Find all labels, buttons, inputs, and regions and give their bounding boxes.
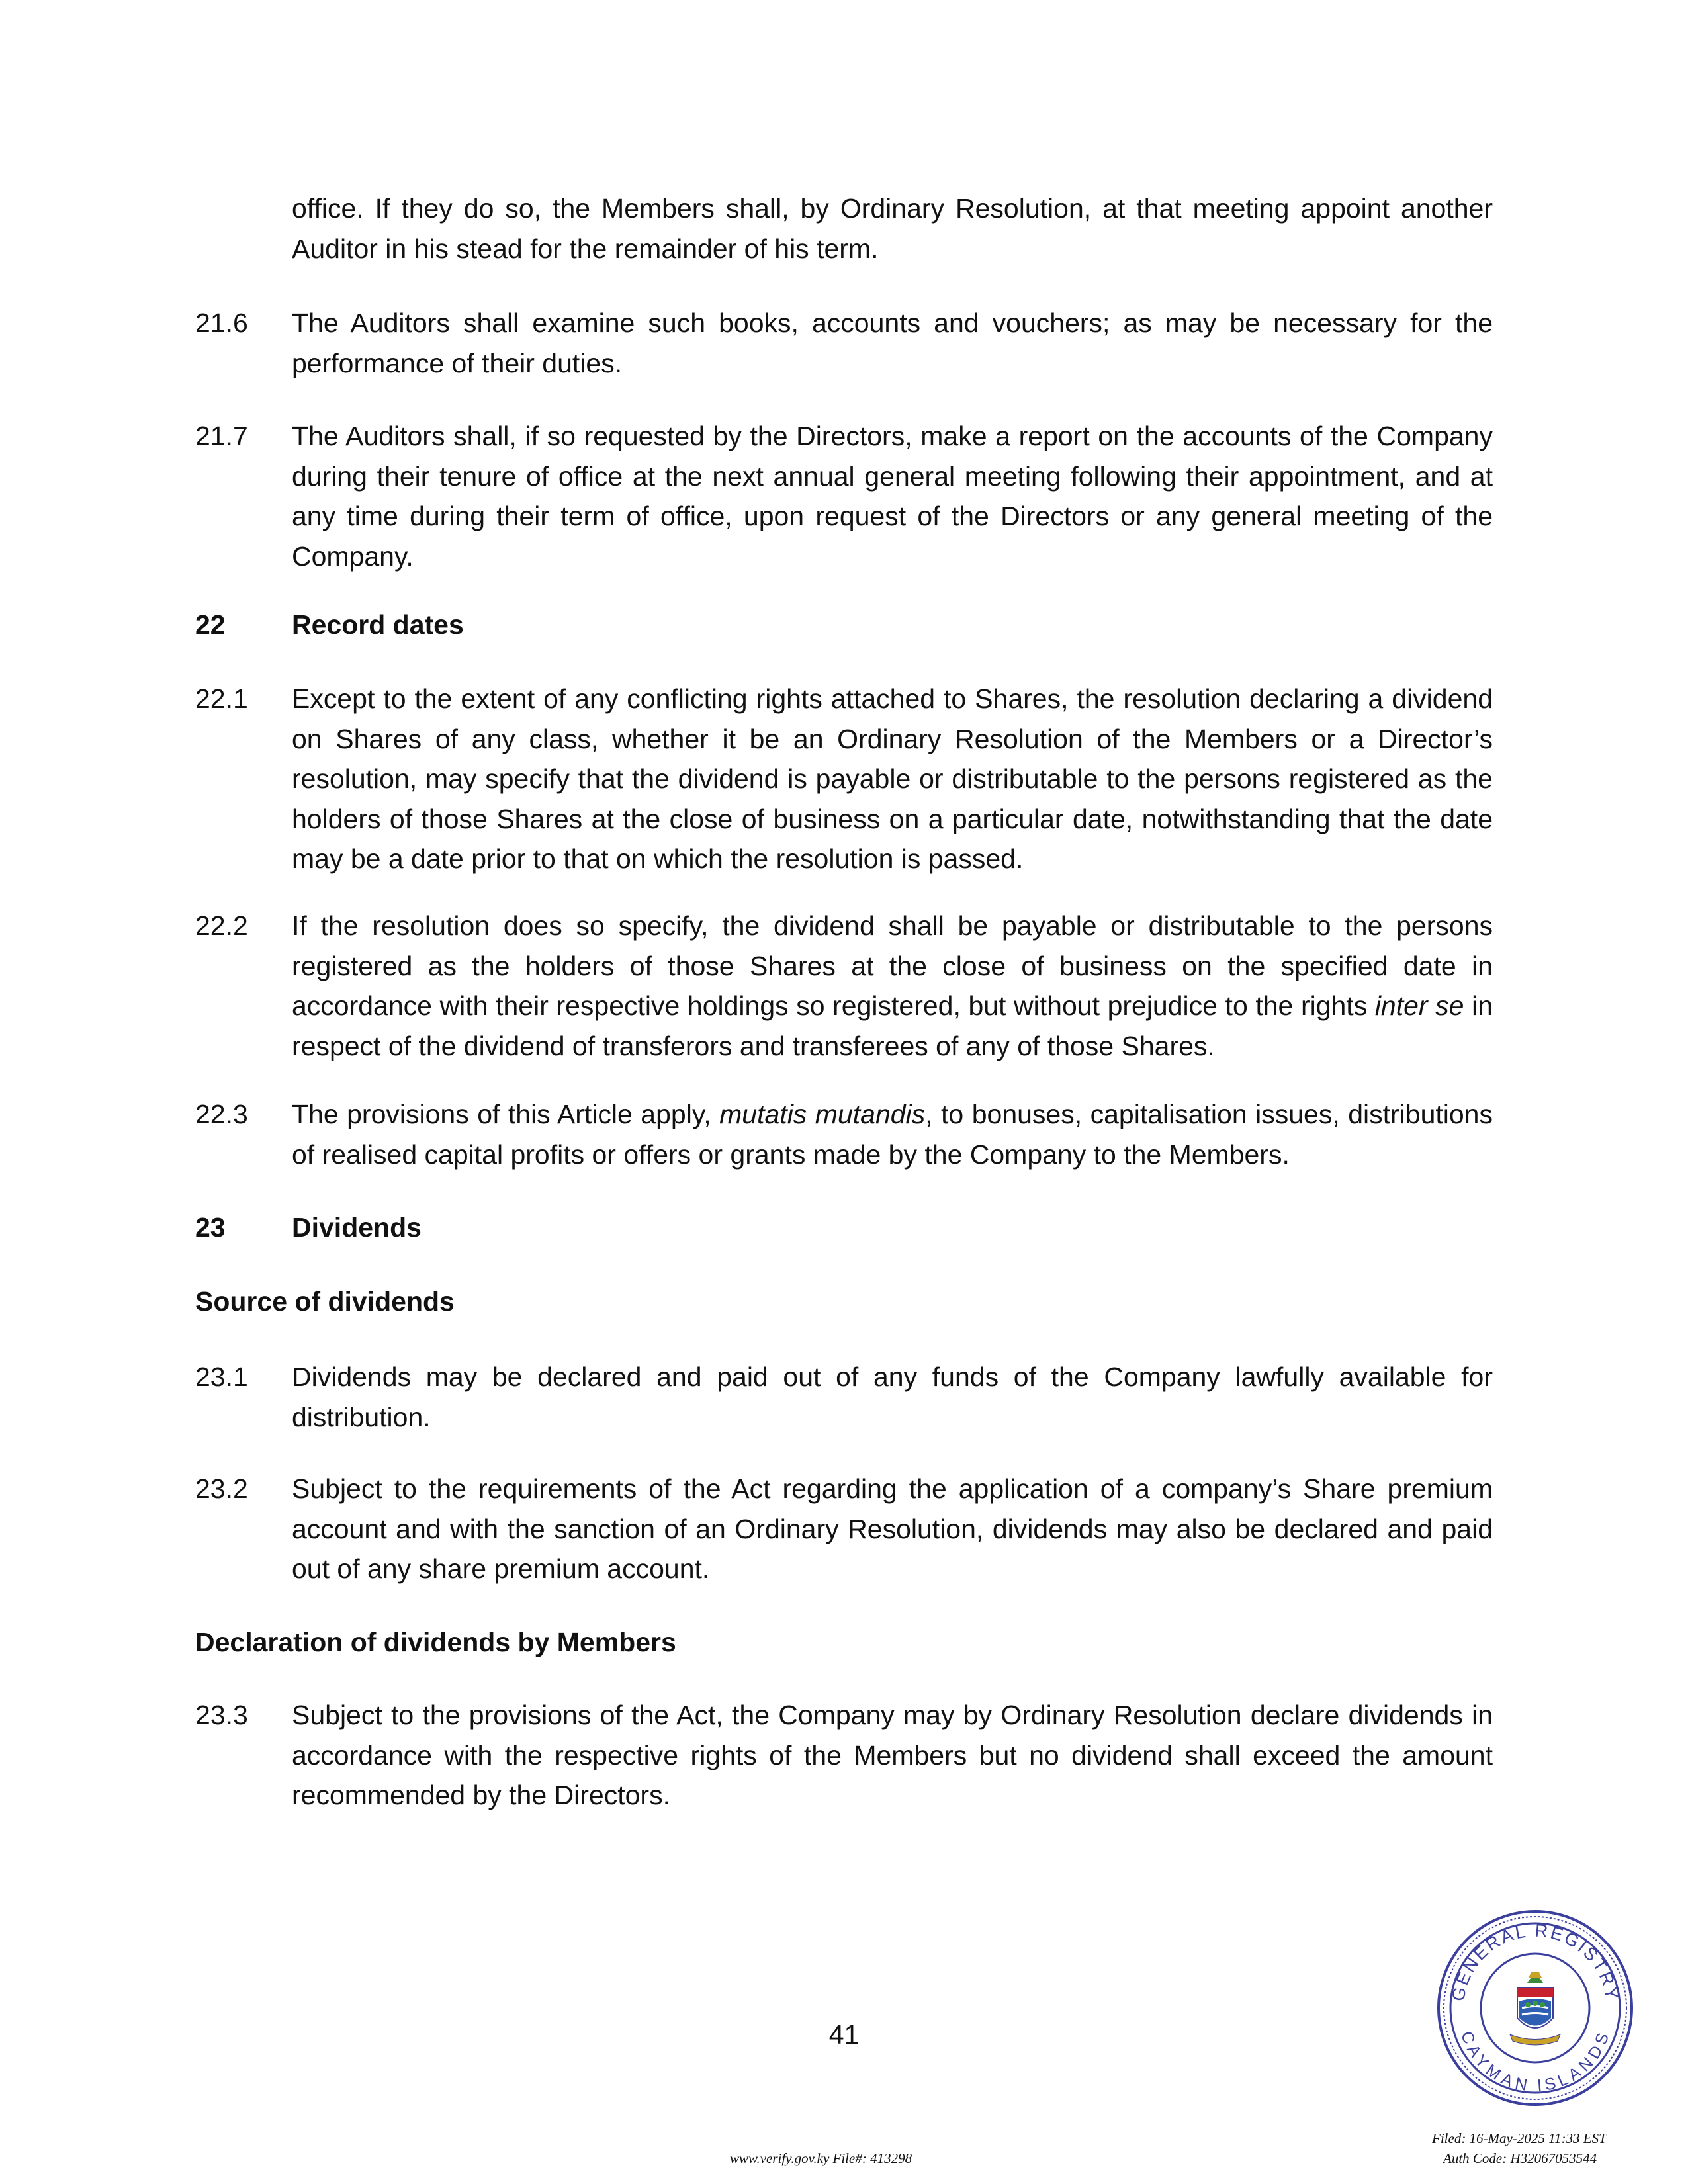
section-number-23: 23: [195, 1212, 226, 1243]
paragraph-22-2: [292, 906, 1493, 1066]
paragraph-22-2-italic: inter se: [1374, 990, 1464, 1021]
seal-top-text: GENERAL REGISTRY: [1448, 1920, 1622, 2003]
page-number: 41: [828, 2019, 860, 2050]
filed-footer: Filed: 16-May-2025 11:33 EST: [1432, 2130, 1607, 2146]
paragraph-number-23-1: 23.1: [195, 1362, 248, 1392]
general-registry-seal-icon: [1436, 1909, 1634, 2107]
paragraph-22-1: Except to the extent of any conflicting rights attached to Shares, the resolution declaring a dividend on Shares of any class, whether it be an Ordinary Resolution of the Members or a Director’s resolution, may specify that the dividend is payable or distributable to the persons registered as the holders of those Shares at the close of business on a particular date, notwithstanding that the date may be a date prior to that on which the resolution is passed.: [292, 683, 1493, 874]
paragraph-number-23-3: 23.3: [195, 1700, 248, 1730]
paragraph-number-23-2: 23.2: [195, 1473, 248, 1504]
paragraph-21-5-continuation: office. If they do so, the Members shall, by Ordinary Resolution, at that meeting appoint another Auditor in his stead for the remainder of his term.: [292, 193, 1493, 264]
paragraph-23-3: Subject to the provisions of the Act, the Company may by Ordinary Resolution declare dividends in accordance with the respective rights of the Members but no dividend shall exceed the amount recommended by the Directors.: [292, 1700, 1493, 1810]
paragraph-22-3-italic: mutatis mutandis: [719, 1099, 926, 1129]
paragraph-number-21-7: 21.7: [195, 421, 248, 451]
paragraph-22-3-text-a: The provisions of this Article apply,: [292, 1099, 720, 1129]
section-heading-record-dates: Record dates: [292, 609, 464, 640]
section-number-22: 22: [195, 609, 226, 640]
paragraph-number-22-3: 22.3: [195, 1099, 248, 1129]
verify-footer: www.verify.gov.ky File#: 413298: [730, 2150, 912, 2166]
paragraph-number-22-2: 22.2: [195, 910, 248, 941]
paragraph-23-2: Subject to the requirements of the Act regarding the application of a company’s Share premium account and with the sanction of an Ordinary Resolution, dividends may also be declared and paid out of any share premium account.: [292, 1473, 1493, 1584]
section-heading-dividends: Dividends: [292, 1212, 422, 1243]
paragraph-23-1: Dividends may be declared and paid out of any funds of the Company lawfully available for distribution.: [292, 1362, 1493, 1432]
subheading-declaration-of-dividends: Declaration of dividends by Members: [195, 1627, 676, 1657]
paragraph-21-6: The Auditors shall examine such books, accounts and vouchers; as may be necessary for the performance of their duties.: [292, 308, 1493, 378]
paragraph-number-22-1: 22.1: [195, 683, 248, 714]
paragraph-22-2-text-a: If the resolution does so specify, the dividend shall be payable or distributable to the persons registered as the holders of those Shares at the close of business on the specified date in accordance with their respective holdings so registered, but without prejudice to the rights: [292, 910, 1493, 1021]
auth-code-footer: Auth Code: H32067053544: [1443, 2150, 1597, 2166]
paragraph-number-21-6: 21.6: [195, 308, 248, 338]
seal-bottom-text: CAYMAN ISLANDS: [1456, 2029, 1614, 2095]
paragraph-21-7: The Auditors shall, if so requested by the Directors, make a report on the accounts of the Company during their tenure of office at the next annual general meeting following their appointment, and at any time during their term of office, upon request of the Directors or any general meeting of the Company.: [292, 421, 1493, 572]
paragraph-22-3: [292, 1094, 1493, 1174]
paragraph-22-2-text-b: in respect of the dividend of transferors and transferees of any of those Shares.: [292, 990, 1493, 1061]
subheading-source-of-dividends: Source of dividends: [195, 1286, 455, 1317]
paragraph-22-3-text-b: , to bonuses, capitalisation issues, distributions of realised capital profits or offers or grants made by the Company to the Members.: [292, 1099, 1493, 1170]
